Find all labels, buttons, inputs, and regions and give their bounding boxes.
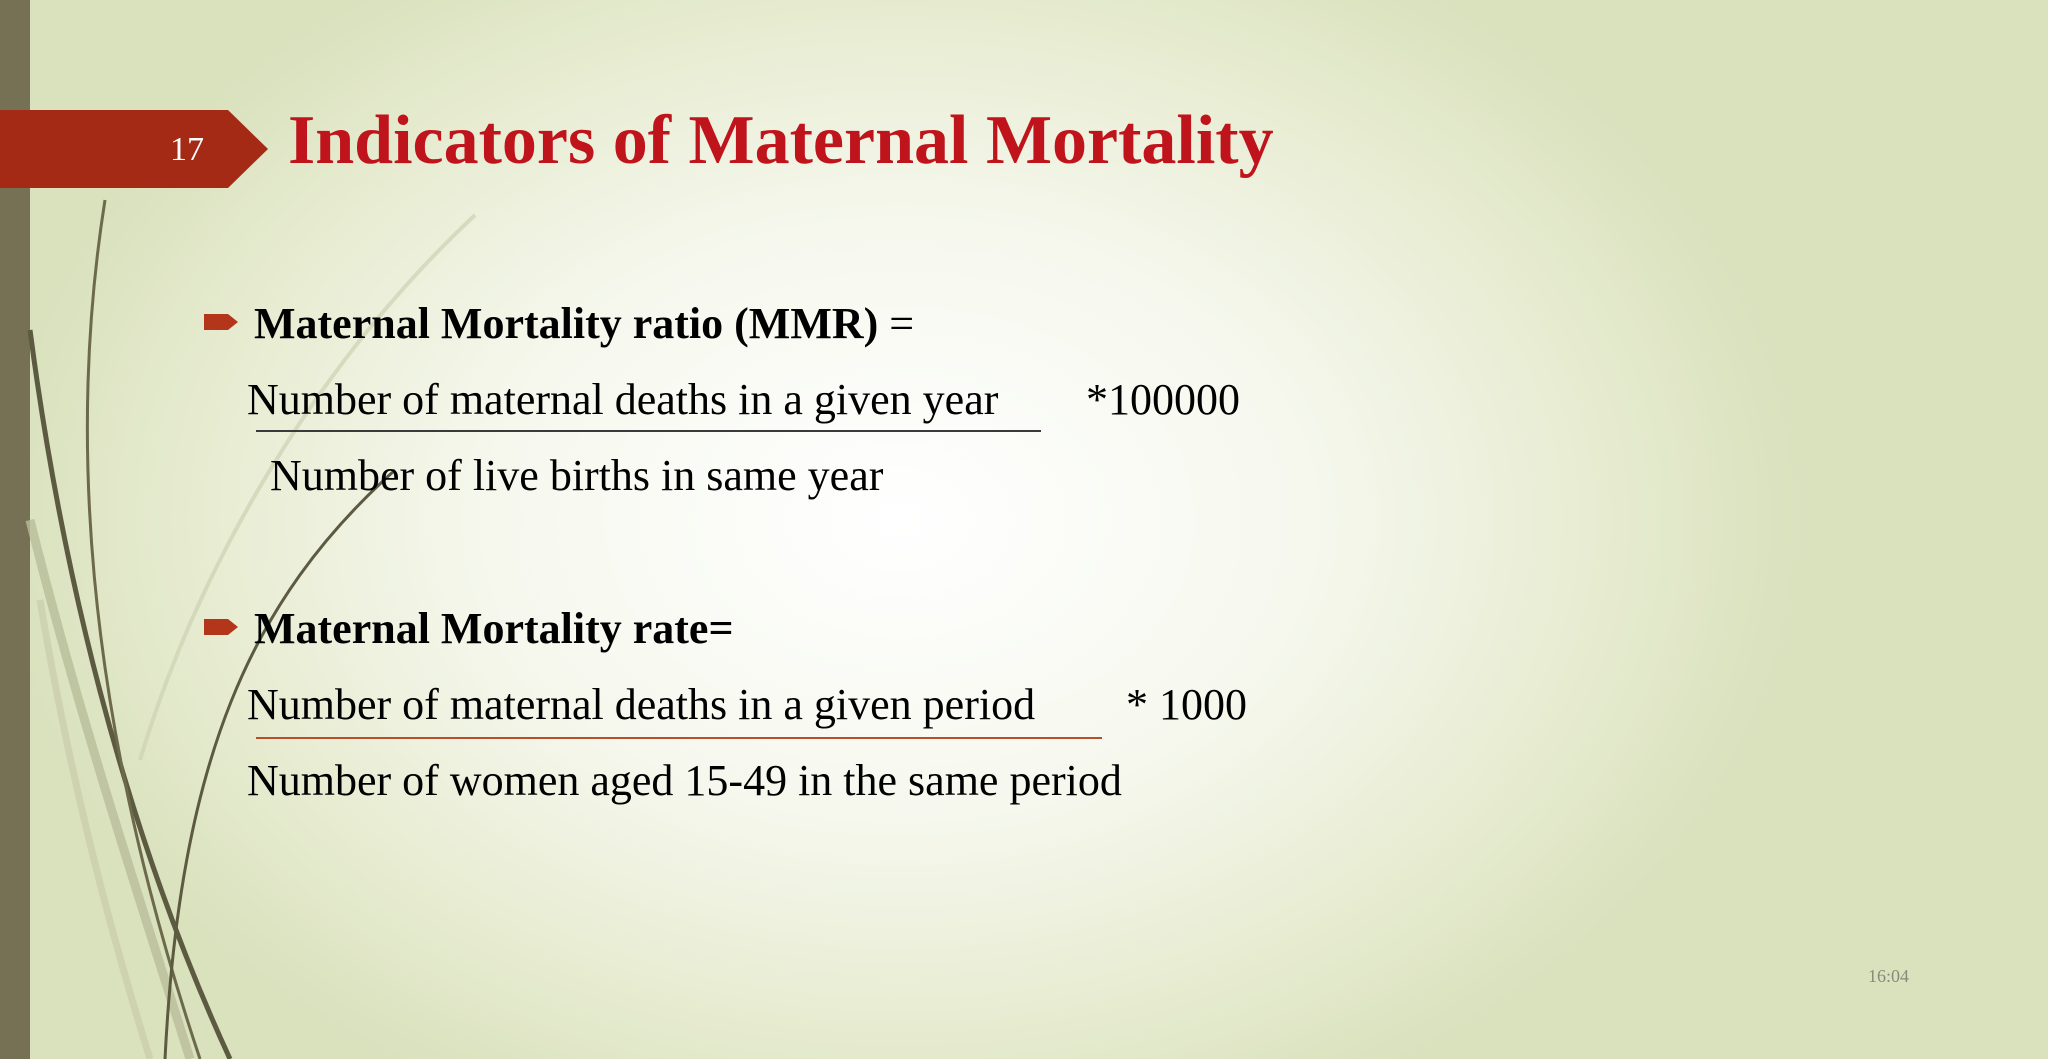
mmr-multiplier: *100000 bbox=[1086, 375, 1240, 424]
rate-denominator: Number of women aged 15-49 in the same period bbox=[247, 756, 1122, 805]
rate-fraction-rule bbox=[256, 737, 1102, 739]
slide-timestamp: 16:04 bbox=[1868, 966, 1910, 986]
mmr-denominator: Number of live births in same year bbox=[270, 451, 884, 500]
rate-multiplier: * 1000 bbox=[1126, 680, 1247, 729]
mmr-equals: = bbox=[878, 299, 915, 348]
arrow-bullet-icon bbox=[204, 617, 238, 637]
rate-heading: Maternal Mortality rate= bbox=[254, 604, 734, 653]
slide-number: 17 bbox=[170, 131, 204, 168]
arrow-bullet-icon bbox=[204, 312, 238, 332]
mmr-heading-label: Maternal Mortality ratio (MMR) bbox=[254, 299, 879, 348]
mmr-fraction-rule bbox=[256, 430, 1041, 432]
rate-numerator: Number of maternal deaths in a given period bbox=[247, 680, 1036, 729]
slide-number-tag bbox=[0, 110, 268, 188]
mmr-numerator: Number of maternal deaths in a given year bbox=[247, 375, 999, 424]
mmr-heading bbox=[254, 296, 914, 352]
slide-title: Indicators of Maternal Mortality bbox=[288, 102, 1274, 179]
